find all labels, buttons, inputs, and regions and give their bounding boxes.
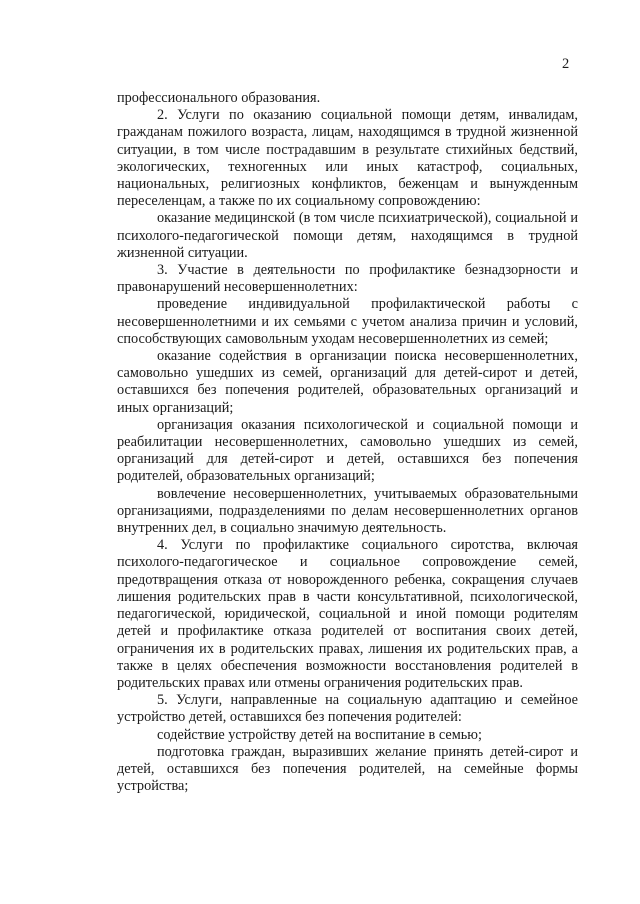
page-number: 2 — [562, 56, 570, 72]
paragraph-rehabilitation: организация оказания психологической и социальной помощи и реабилитации несовершеннолетних, самовольно ушедших из семей, организаций для детей-сирот и детей, оставшихся без попечения родителей, образовательных организаций; — [117, 416, 578, 485]
paragraph-involvement: вовлечение несовершеннолетних, учитываемых образовательными организациями, подразделениями по делам несовершеннолетних органов внутренних дел, в социально значимую деятельность. — [117, 485, 578, 537]
paragraph-item-4-orphanhood-prevention: 4. Услуги по профилактике социального сиротства, включая психолого-педагогическое и социальное сопровождение семей, предотвращения отказа от новорожденного ребенка, сокращения случаев лишения родительских прав в части консультативной, психологической, педагогической, юридической, социальной и иной помощи родителям детей и профилактике отказа родителей от воспитания своих детей, ограничения их в родительских правах, лишения их родительских прав, а также в целях обеспечения возможности восстановления родителей в родительских правах или отмены ограничения родительских прав. — [117, 537, 578, 691]
paragraph-family-placement: содействие устройству детей на воспитание в семью; — [157, 726, 482, 743]
paragraph-continuation: профессионального образования. — [117, 90, 321, 106]
paragraph-citizen-preparation: подготовка граждан, выразивших желание принять детей-сирот и детей, оставшихся без попечения родителей, на семейные формы устройства; — [117, 743, 578, 795]
paragraph-individual-work: проведение индивидуальной профилактической работы с несовершеннолетними и их семьями с учетом анализа причин и условий, способствующих самовольным уходам несовершеннолетних из семей; — [117, 296, 578, 347]
paragraph-item-3-prevention: 3. Участие в деятельности по профилактике безнадзорности и правонарушений несовершеннолетних: — [117, 262, 578, 296]
paragraph-item-2-social-assistance: 2. Услуги по оказанию социальной помощи детям, инвалидам, гражданам пожилого возраста, лицам, находящимся в трудной жизненной ситуации, в том числе пострадавшим в результате стихийных бедствий, экологических, техногенных или иных катастроф, социальных, национальных, религиозных конфликтов, беженцам и вынужденным переселенцам, а также по их социальному сопровождению: — [117, 107, 578, 210]
document-body — [117, 90, 578, 795]
paragraph-medical-psychological-help: оказание медицинской (в том числе психиатрической), социальной и психолого-педагогической помощи детям, находящимся в трудной жизненной ситуации. — [117, 210, 578, 261]
paragraph-item-5-adaptation: 5. Услуги, направленные на социальную адаптацию и семейное устройство детей, оставшихся без попечения родителей: — [117, 692, 578, 726]
paragraph-search-assistance: оказание содействия в организации поиска несовершеннолетних, самовольно ушедших из семей, организаций для детей-сирот и детей, оставшихся без попечения родителей, образовательных организаций и иных организаций; — [117, 348, 578, 416]
